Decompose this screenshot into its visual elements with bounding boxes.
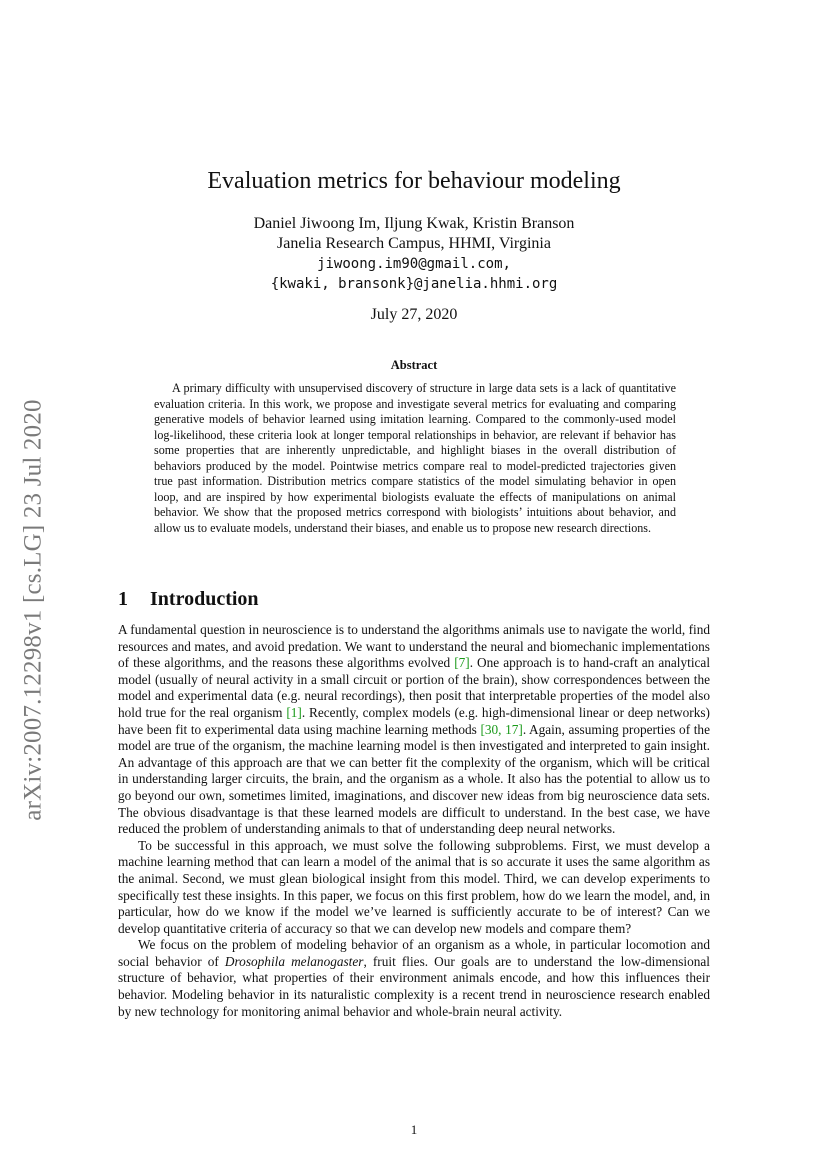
citation-link[interactable]: [7] bbox=[454, 655, 470, 671]
author-block bbox=[0, 214, 828, 294]
paragraph-2: To be successful in this approach, we must solve the following subproblems. First, we must develop a machine learning method that can learn a model of the animal that is so accurate it uses the same algorithm as the animal. Second, we must glean biological insight from this model. Third, we can develop experiments to specifically test these insights. In this paper, we focus on this first problem, how do we learn the model, and, in particular, how do we know if the model we’ve learned is sufficiently accurate to be of interest? Can we develop quantitative criteria of accuracy so that we can develop new models and compare them? bbox=[118, 837, 710, 936]
species-name: Drosophila melanogaster bbox=[224, 953, 364, 969]
page-number: 1 bbox=[410, 1122, 418, 1137]
abstract-text: A primary difficulty with unsupervised discovery of structure in large data sets is a lack of quantitative evaluation criteria. In this work, we propose and investigate several metrics for evaluating and comparing generative models of behavior learned using imitation learning. Compared to the commonly-used model log-likelihood, these criteria look at longer temporal relationships in behavior, are relevant if behavior has some properties that are inherently unpredictable, and highlight biases in the overall distribution of behaviors produced by the model. Pointwise metrics compare real to model-predicted trajectories given true past information. Distribution metrics compare statistics of the model simulating behavior in open loop, and are inspired by how experimental biologists evaluate the effects of manipulations on animal behavior. We show that the proposed metrics correspond with biologists’ intuitions about behavior, and allow us to evaluate models, understand their biases, and enable us to propose new research directions. bbox=[154, 381, 676, 535]
author-affiliation: Janelia Research Campus, HHMI, Virginia bbox=[277, 235, 551, 252]
arxiv-identifier-text: arXiv:2007.12298v1 [cs.LG] 23 Jul 2020 bbox=[20, 399, 48, 821]
paragraph-3-part-a: We focus on the problem of modeling behavior of an organism as a whole, in particular locomotion and social behavior of bbox=[118, 937, 710, 969]
paper-date: July 27, 2020 bbox=[370, 306, 458, 323]
paragraph-3-part-b: , fruit flies. Our goals are to understand the low-dimensional structure of behavior, what properties of their environment animals encode, and how this influences their behavior. Modeling behavior in its naturalistic complexity is a recent trend in neuroscience research enabled by new technology for monitoring animal behavior and whole-brain neural activity. bbox=[118, 953, 710, 1019]
citation-link[interactable]: [1] bbox=[286, 704, 302, 720]
abstract-heading: Abstract bbox=[390, 358, 438, 372]
author-email-primary: jiwoong.im90@gmail.com, bbox=[317, 256, 511, 272]
section-title: Introduction bbox=[150, 588, 259, 610]
body-text bbox=[118, 622, 710, 1020]
paragraph-1-part-a: A fundamental question in neuroscience is to understand the algorithms animals use to navigate the world, find resources and mates, and avoid predation. We want to understand the neural and biomechanic implementations of these algorithms, and the reasons these algorithms evolved bbox=[118, 622, 710, 671]
author-names: Daniel Jiwoong Im, Iljung Kwak, Kristin Branson bbox=[253, 215, 575, 232]
paper-title: Evaluation metrics for behaviour modeling bbox=[207, 168, 621, 194]
arxiv-identifier-stamp bbox=[12, 372, 56, 848]
section-heading bbox=[118, 588, 259, 611]
section-number: 1 bbox=[118, 588, 128, 610]
paragraph-1-part-b: . One approach is to hand-craft an analytical model (usually of neural activity in a small circuit or portion of the brain), show correspondences between the model and experimental data (e.g. neural recordings), then posit that interpretable properties of the model also hold true for the real organism bbox=[118, 655, 711, 720]
paragraph-1-part-d: . Again, assuming properties of the model are true of the organism, the machine learning model is then investigated and interpreted to gain insight. An advantage of this approach are that we can better fit the complexity of the organism, which will be critical in understanding larger circuits, the brain, and the organism as a whole. It also has the potential to allow us to go beyond our own, sometimes limited, imaginations, and discover new ideas from big neuroscience data sets. The obvious disadvantage is that these learned models are difficult to understand. In the best case, we have reduced the problem of understanding animals to that of understanding deep neural networks. bbox=[118, 721, 710, 837]
citation-link[interactable]: [30, 17] bbox=[480, 721, 523, 737]
author-email-secondary: {kwaki, bransonk}@janelia.hhmi.org bbox=[270, 276, 558, 292]
paragraph-1-part-c: . Recently, complex models (e.g. high-dimensional linear or deep networks) have been fit to experimental data using machine learning methods bbox=[118, 704, 710, 737]
paragraph-3 bbox=[118, 937, 710, 1020]
paragraph-1 bbox=[118, 622, 710, 838]
